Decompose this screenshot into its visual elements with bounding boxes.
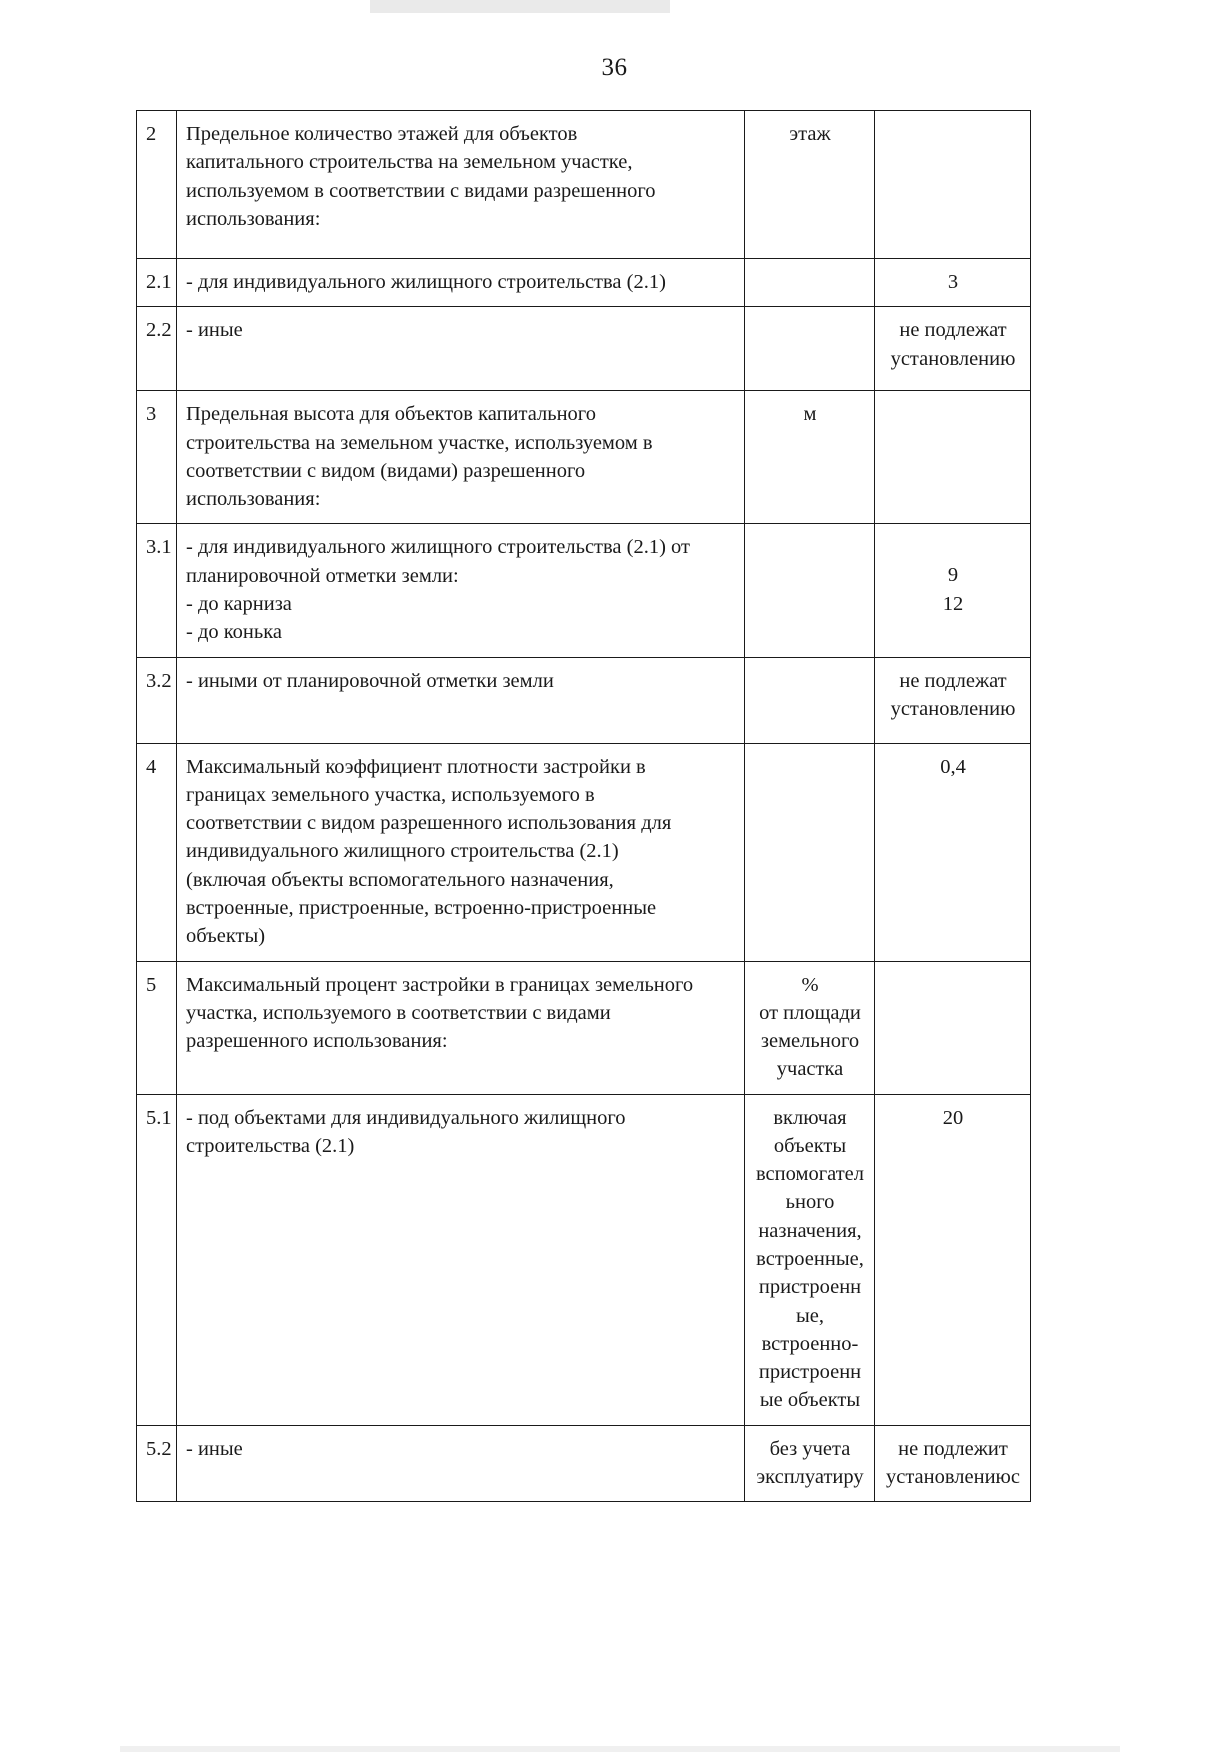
row-value: [875, 961, 1031, 1094]
value-line: не подлежат: [899, 319, 1007, 342]
unit-line: от площади: [759, 1001, 861, 1024]
text-line: встроенные, пристроенные, встроенно-пристроенные: [186, 896, 657, 919]
row-unit: [745, 307, 875, 391]
text-line: разрешенного использования:: [186, 1030, 448, 1053]
row-number: 3.2: [137, 657, 177, 743]
unit-line: без учета: [769, 1437, 851, 1460]
table-row: [137, 1425, 1031, 1502]
row-number: 5: [137, 961, 177, 1094]
text-line: - иные: [186, 1437, 243, 1460]
text-line: - иными от планировочной отметки земли: [186, 669, 554, 692]
unit-line: ые объекты: [759, 1389, 861, 1412]
row-number: 2.2: [137, 307, 177, 391]
row-description: [177, 111, 745, 259]
value-line: не подлежит: [898, 1437, 1008, 1460]
unit-line: пристроенн: [758, 1361, 862, 1384]
row-number: 2: [137, 111, 177, 259]
row-description: [177, 259, 745, 307]
text-line: соответствии с видом разрешенного использования для: [186, 812, 672, 835]
row-value: [875, 524, 1031, 657]
unit-line: ьного: [785, 1191, 835, 1214]
text-line: - иные: [186, 319, 243, 342]
text-line: Максимальный коэффициент плотности застройки в: [186, 755, 646, 778]
row-unit: [745, 259, 875, 307]
text-line: используемом в соответствии с видами разрешенного: [186, 179, 656, 202]
row-description: [177, 1094, 745, 1425]
text-line: - для индивидуального жилищного строительства (2.1): [186, 271, 666, 293]
unit-line: ые,: [796, 1304, 824, 1327]
text-line: Максимальный процент застройки в границах земельного: [186, 973, 694, 996]
text-line: (включая объекты вспомогательного назначения,: [186, 868, 614, 891]
row-unit: [745, 743, 875, 961]
text-line: Предельная высота для объектов капитального: [186, 403, 596, 426]
text-line: соответствии с видом (видами) разрешенного: [186, 459, 586, 482]
text-line: участка, используемого в соответствии с видами: [186, 1001, 611, 1024]
row-number: 5.1: [137, 1094, 177, 1425]
row-unit: [745, 657, 875, 743]
row-description: [177, 961, 745, 1094]
table-row: [137, 391, 1031, 524]
table-row: [137, 111, 1031, 259]
unit-line: эксплуатиру: [756, 1466, 864, 1488]
value-line: установлению: [890, 697, 1016, 720]
text-line: границах земельного участка, используемого в: [186, 783, 595, 806]
text-line: - до карниза: [186, 592, 292, 615]
row-unit: [745, 111, 875, 259]
scan-artifact-top: [370, 0, 670, 13]
text-line: строительства (2.1): [186, 1134, 355, 1157]
unit-line: участка: [776, 1058, 844, 1081]
row-unit: [745, 1425, 875, 1502]
table-row: [137, 657, 1031, 743]
table-body: [137, 111, 1031, 1502]
value-spacer: [884, 533, 1022, 547]
row-description: [177, 657, 745, 743]
text-line: - под объектами для индивидуального жилищного: [186, 1106, 626, 1129]
row-value: [875, 1094, 1031, 1425]
row-number: 3: [137, 391, 177, 524]
row-unit: [745, 391, 875, 524]
row-unit: [745, 961, 875, 1094]
row-unit: [745, 1094, 875, 1425]
table-row: [137, 524, 1031, 657]
value-line: 0,4: [940, 755, 966, 778]
unit-line: назначения,: [758, 1219, 862, 1242]
text-line: использования:: [186, 207, 321, 230]
table-row: [137, 743, 1031, 961]
row-value: [875, 743, 1031, 961]
row-description: [177, 1425, 745, 1502]
table-row: [137, 307, 1031, 391]
row-description: [177, 391, 745, 524]
table-row: [137, 1094, 1031, 1425]
text-line: планировочной отметки земли:: [186, 564, 459, 587]
row-description: [177, 524, 745, 657]
row-unit: [745, 524, 875, 657]
value-line: 3: [947, 271, 959, 293]
row-number: 4: [137, 743, 177, 961]
table-row: [137, 259, 1031, 307]
text-line: - до конька: [186, 621, 282, 644]
text-line: - для индивидуального жилищного строительства (2.1) от: [186, 536, 690, 559]
unit-line: этаж: [789, 123, 831, 145]
page-number: 36: [601, 54, 628, 81]
value-line: 12: [942, 592, 964, 615]
text-line: капитального строительства на земельном участке,: [186, 151, 633, 174]
row-value: [875, 1425, 1031, 1502]
regulations-table: [136, 110, 1031, 1502]
value-line: установлениюс: [886, 1466, 1020, 1488]
table-row: [137, 961, 1031, 1094]
text-line: использования:: [186, 488, 321, 511]
text-line: строительства на земельном участке, используемом в: [186, 431, 653, 454]
unit-line: встроенно-: [761, 1332, 859, 1355]
value-spacer: [884, 547, 1022, 561]
unit-line: м: [803, 403, 817, 426]
row-number: 3.1: [137, 524, 177, 657]
unit-line: %: [801, 973, 819, 996]
text-line: Предельное количество этажей для объектов: [186, 123, 578, 145]
row-value: [875, 307, 1031, 391]
row-number: 5.2: [137, 1425, 177, 1502]
value-line: установлению: [890, 347, 1016, 370]
value-line: 20: [942, 1106, 964, 1129]
row-description: [177, 743, 745, 961]
value-line: не подлежат: [899, 669, 1007, 692]
scan-artifact-bottom: [120, 1746, 1120, 1752]
row-value: [875, 111, 1031, 259]
text-line: объекты): [186, 925, 266, 948]
unit-line: вспомогател: [756, 1163, 864, 1186]
unit-line: пристроенн: [758, 1276, 862, 1299]
row-number: 2.1: [137, 259, 177, 307]
row-value: [875, 391, 1031, 524]
row-value: [875, 259, 1031, 307]
value-line: 9: [947, 564, 959, 587]
text-line: индивидуального жилищного строительства (2.1): [186, 840, 619, 863]
unit-line: земельного: [760, 1030, 860, 1053]
unit-line: объекты: [773, 1134, 847, 1157]
unit-line: встроенные,: [756, 1248, 864, 1271]
row-value: [875, 657, 1031, 743]
row-description: [177, 307, 745, 391]
unit-line: включая: [773, 1106, 847, 1129]
